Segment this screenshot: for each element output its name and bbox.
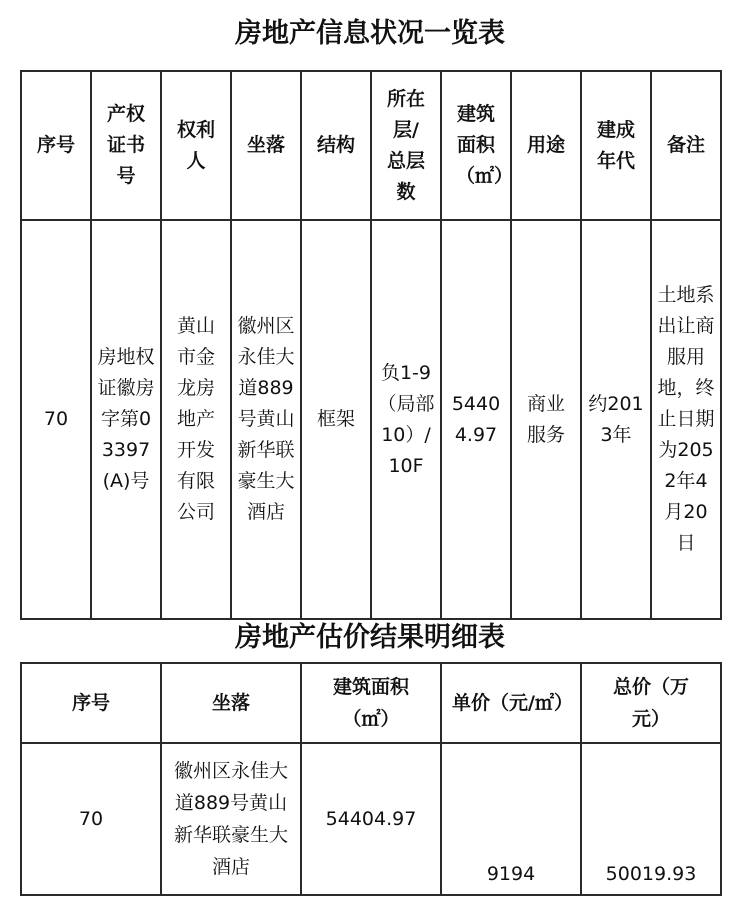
property-info-table	[20, 70, 722, 620]
table-header-row	[21, 663, 721, 743]
header-cell: 备注	[651, 71, 721, 220]
table-cell: 框架	[301, 220, 371, 619]
table1-title: 房地产信息状况一览表	[235, 18, 505, 49]
header-cell: 建筑面积（㎡）	[441, 71, 511, 220]
header-cell: 总价（万元）	[581, 663, 721, 743]
table-cell: 54404.97	[441, 220, 511, 619]
table-cell: 约2013年	[581, 220, 651, 619]
header-cell: 单价（元/㎡）	[441, 663, 581, 743]
table-cell: 土地系出让商服用地，终止日期为2052年4月20日	[651, 220, 721, 619]
header-cell: 用途	[511, 71, 581, 220]
header-cell: 序号	[21, 663, 161, 743]
header-cell: 序号	[21, 71, 91, 220]
table-cell: 房地权证徽房字第03397(A)号	[91, 220, 161, 619]
header-cell: 坐落	[231, 71, 301, 220]
table-cell: 9194	[441, 743, 581, 895]
table-cell: 商业服务	[511, 220, 581, 619]
table-cell: 负1-9（局部10）/10F	[371, 220, 441, 619]
table-row	[21, 743, 721, 895]
table-cell: 黄山市金龙房地产开发有限公司	[161, 220, 231, 619]
table-cell: 70	[21, 743, 161, 895]
table-cell: 54404.97	[301, 743, 441, 895]
header-cell: 结构	[301, 71, 371, 220]
header-cell: 权利人	[161, 71, 231, 220]
table2-title: 房地产估价结果明细表	[235, 622, 505, 653]
table-cell: 徽州区永佳大道889号黄山新华联豪生大酒店	[231, 220, 301, 619]
table-cell: 徽州区永佳大道889号黄山新华联豪生大酒店	[161, 743, 301, 895]
header-cell: 产权证书号	[91, 71, 161, 220]
header-cell: 建筑面积（㎡）	[301, 663, 441, 743]
table-cell: 50019.93	[581, 743, 721, 895]
table-row	[21, 220, 721, 619]
header-cell: 所在层/总层数	[371, 71, 441, 220]
table-header-row	[21, 71, 721, 220]
header-cell: 坐落	[161, 663, 301, 743]
header-cell: 建成年代	[581, 71, 651, 220]
table-cell: 70	[21, 220, 91, 619]
valuation-result-table	[20, 662, 722, 896]
